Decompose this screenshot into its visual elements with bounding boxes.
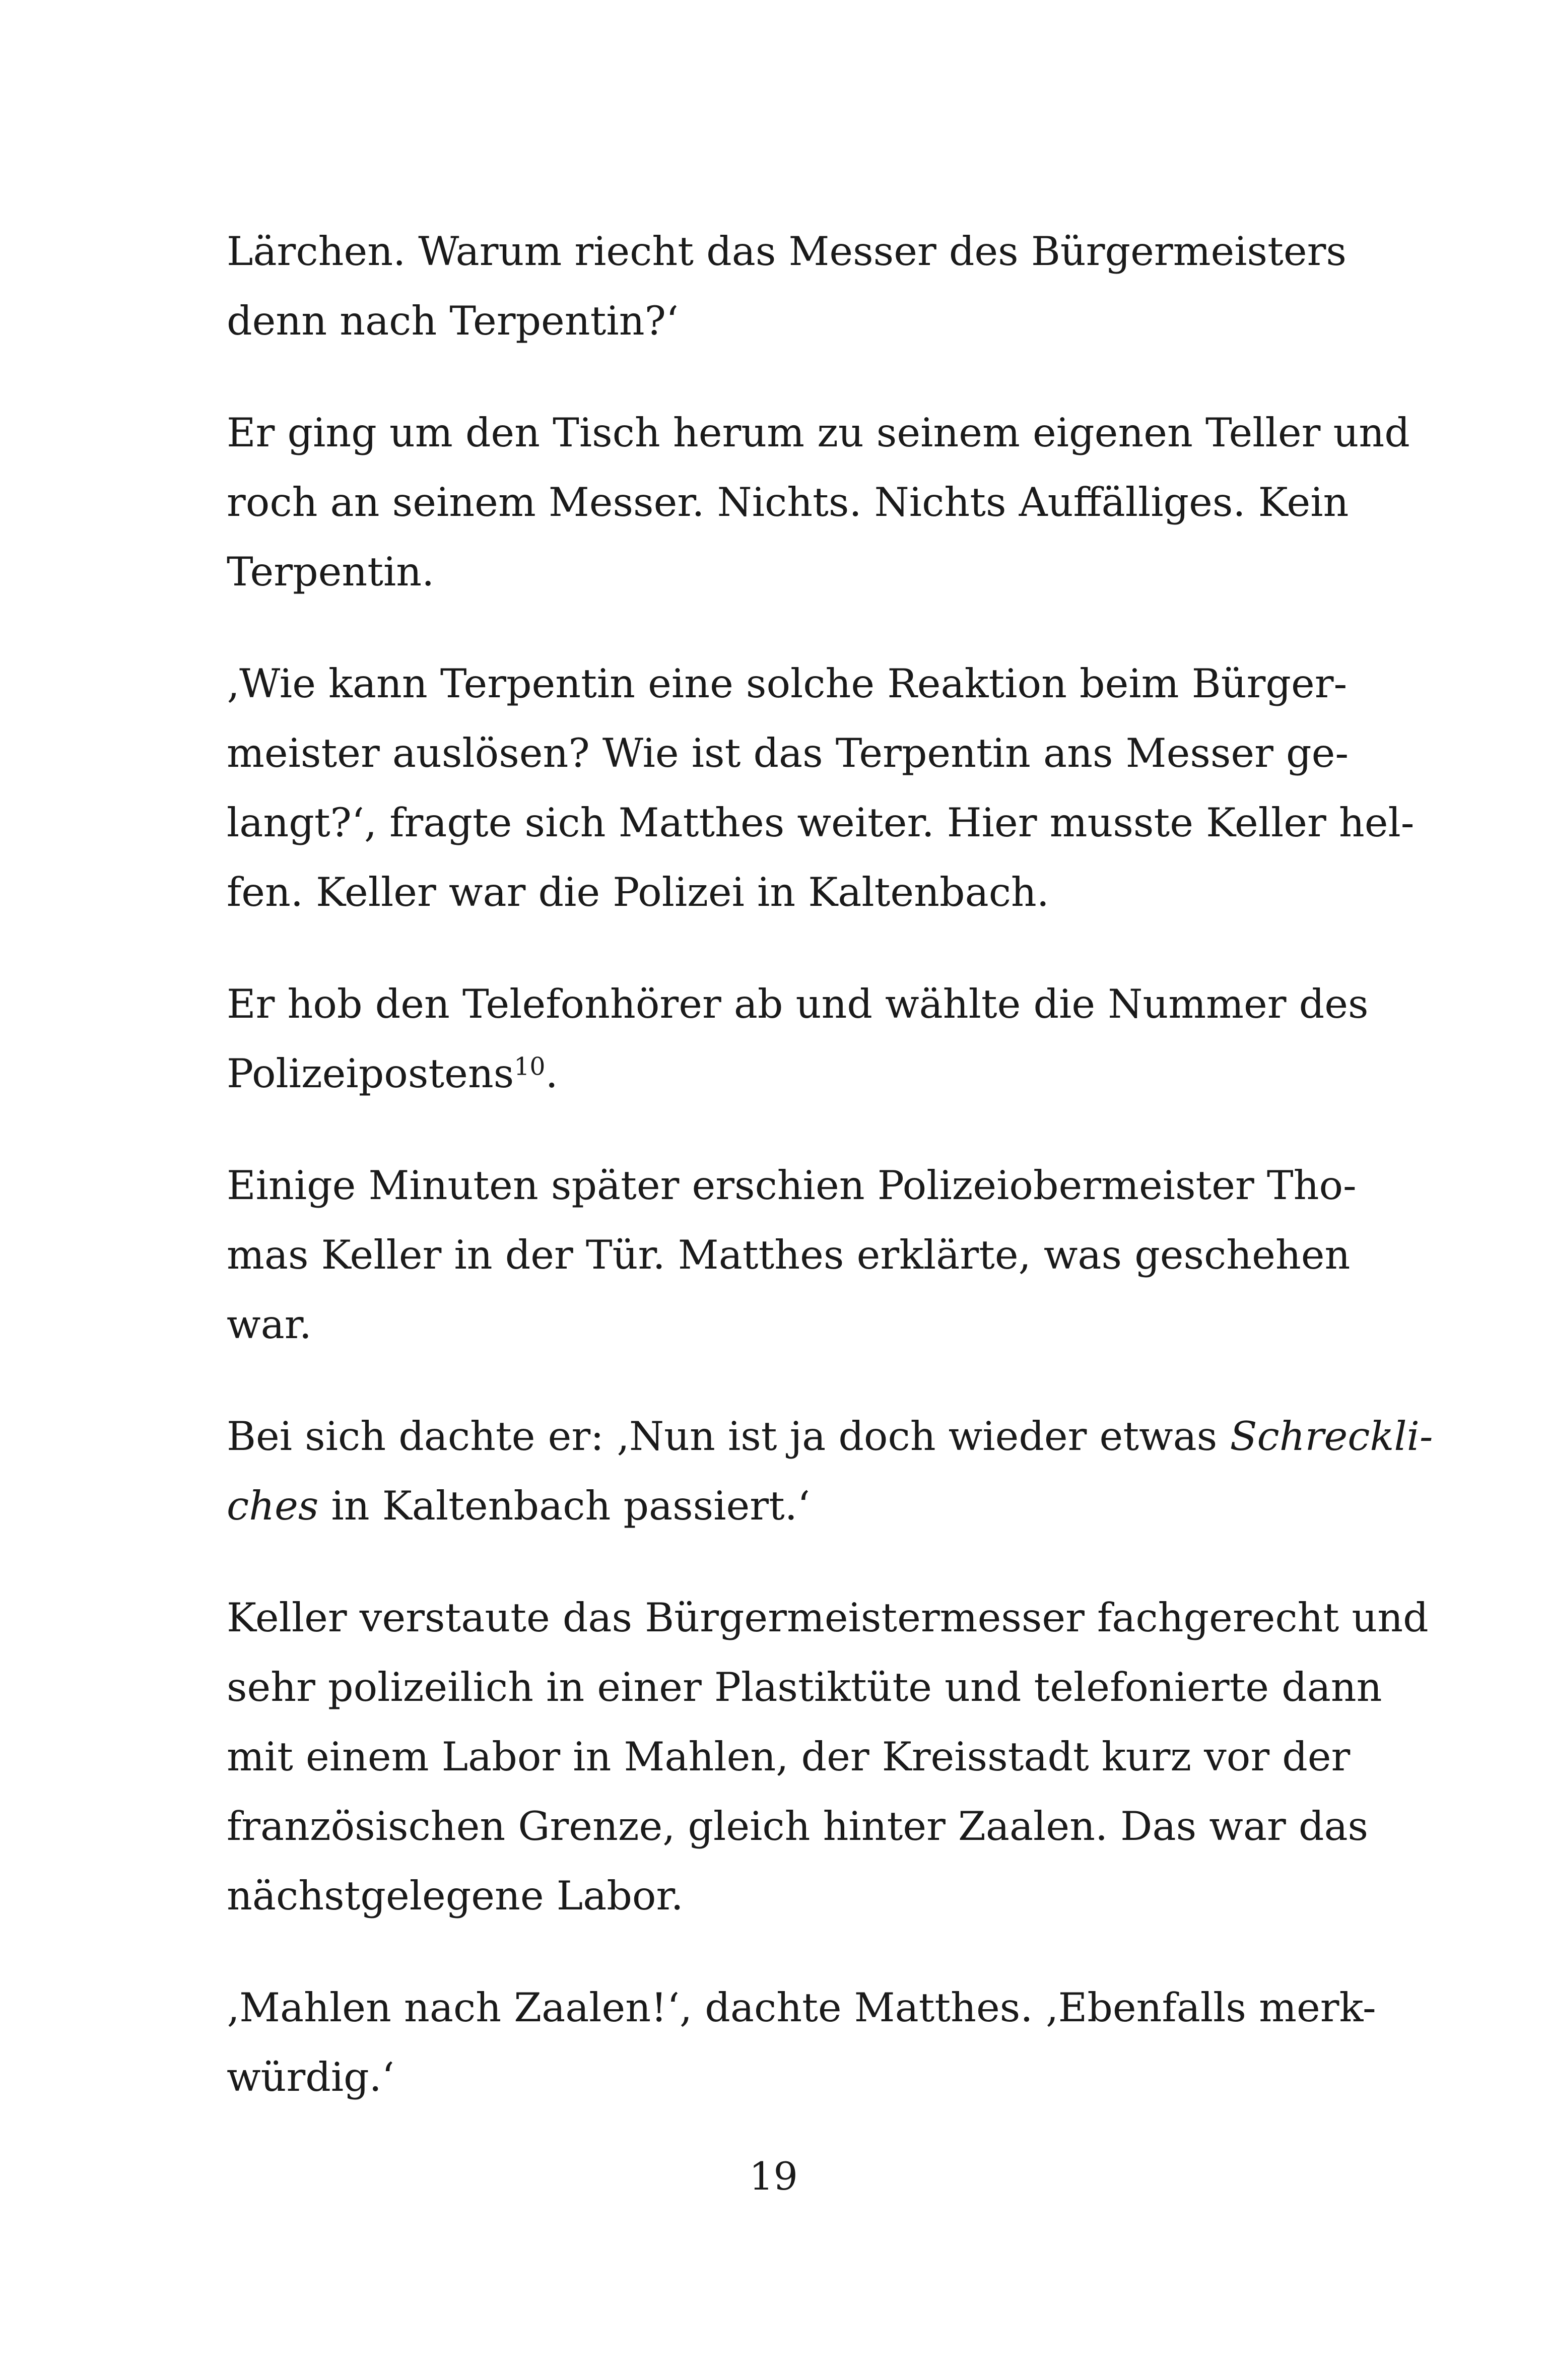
text-line: sehr polizeilich in einer Plastiktüte und telefonierte dann: [227, 1664, 1382, 1710]
text-line: war.: [227, 1301, 312, 1348]
text-line: [227, 1039, 1310, 1108]
text-line: meister auslösen? Wie ist das Terpentin ans Messer ge-: [227, 730, 1349, 776]
footnote-reference[interactable]: 10: [514, 1052, 546, 1081]
text-line: Terpentin.: [227, 549, 435, 595]
paragraph-5: [227, 1151, 1357, 1359]
paragraph-2: [227, 398, 1410, 607]
text-line: mit einem Labor in Mahlen, der Kreisstadt kurz vor der: [227, 1734, 1351, 1780]
paragraph-4: [227, 969, 1369, 1108]
text-segment: .: [545, 1050, 558, 1097]
paragraph-8: [227, 1973, 1376, 2112]
text-line: [227, 1471, 1310, 1541]
italic-text: ches: [227, 1483, 319, 1529]
italic-text: Schreckli-: [1230, 1413, 1433, 1460]
paragraph-7: [227, 1583, 1429, 1931]
body-text: [227, 217, 1433, 2154]
paragraph-3: [227, 649, 1415, 927]
text-line: [227, 1402, 1433, 1471]
paragraph-1: [227, 217, 1347, 356]
text-line: roch an seinem Messer. Nichts. Nichts Auffälliges. Kein: [227, 479, 1349, 525]
text-line: Er ging um den Tisch herum zu seinem eigenen Teller und: [227, 410, 1410, 456]
text-segment: Bei sich dachte er: ‚Nun ist ja doch wieder etwas: [227, 1413, 1230, 1460]
text-line: französischen Grenze, gleich hinter Zaalen. Das war das: [227, 1803, 1369, 1849]
text-line: würdig.‘: [227, 2054, 394, 2100]
text-line: denn nach Terpentin?‘: [227, 298, 679, 344]
text-segment: in Kaltenbach passiert.‘: [318, 1483, 810, 1529]
text-line: mas Keller in der Tür. Matthes erklärte, was geschehen: [227, 1232, 1351, 1278]
text-line: Lärchen. Warum riecht das Messer des Bürgermeisters: [227, 228, 1347, 275]
page-number: 19: [749, 2154, 798, 2199]
text-line: fen. Keller war die Polizei in Kaltenbach.: [227, 869, 1049, 915]
text-line: nächstgelegene Labor.: [227, 1873, 684, 1919]
paragraph-6: [227, 1402, 1433, 1541]
text-line: ‚Wie kann Terpentin eine solche Reaktion beim Bürger-: [227, 660, 1348, 707]
text-line: Keller verstaute das Bürgermeistermesser fachgerecht und: [227, 1595, 1429, 1641]
text-line: ‚Mahlen nach Zaalen!‘, dachte Matthes. ‚Ebenfalls merk-: [227, 1985, 1376, 2031]
text-segment: Polizeipostens: [227, 1050, 514, 1097]
text-line: Einige Minuten später erschien Polizeiobermeister Tho-: [227, 1162, 1357, 1209]
text-line: Er hob den Telefonhörer ab und wählte die Nummer des: [227, 981, 1369, 1027]
text-line: langt?‘, fragte sich Matthes weiter. Hier musste Keller hel-: [227, 800, 1415, 846]
